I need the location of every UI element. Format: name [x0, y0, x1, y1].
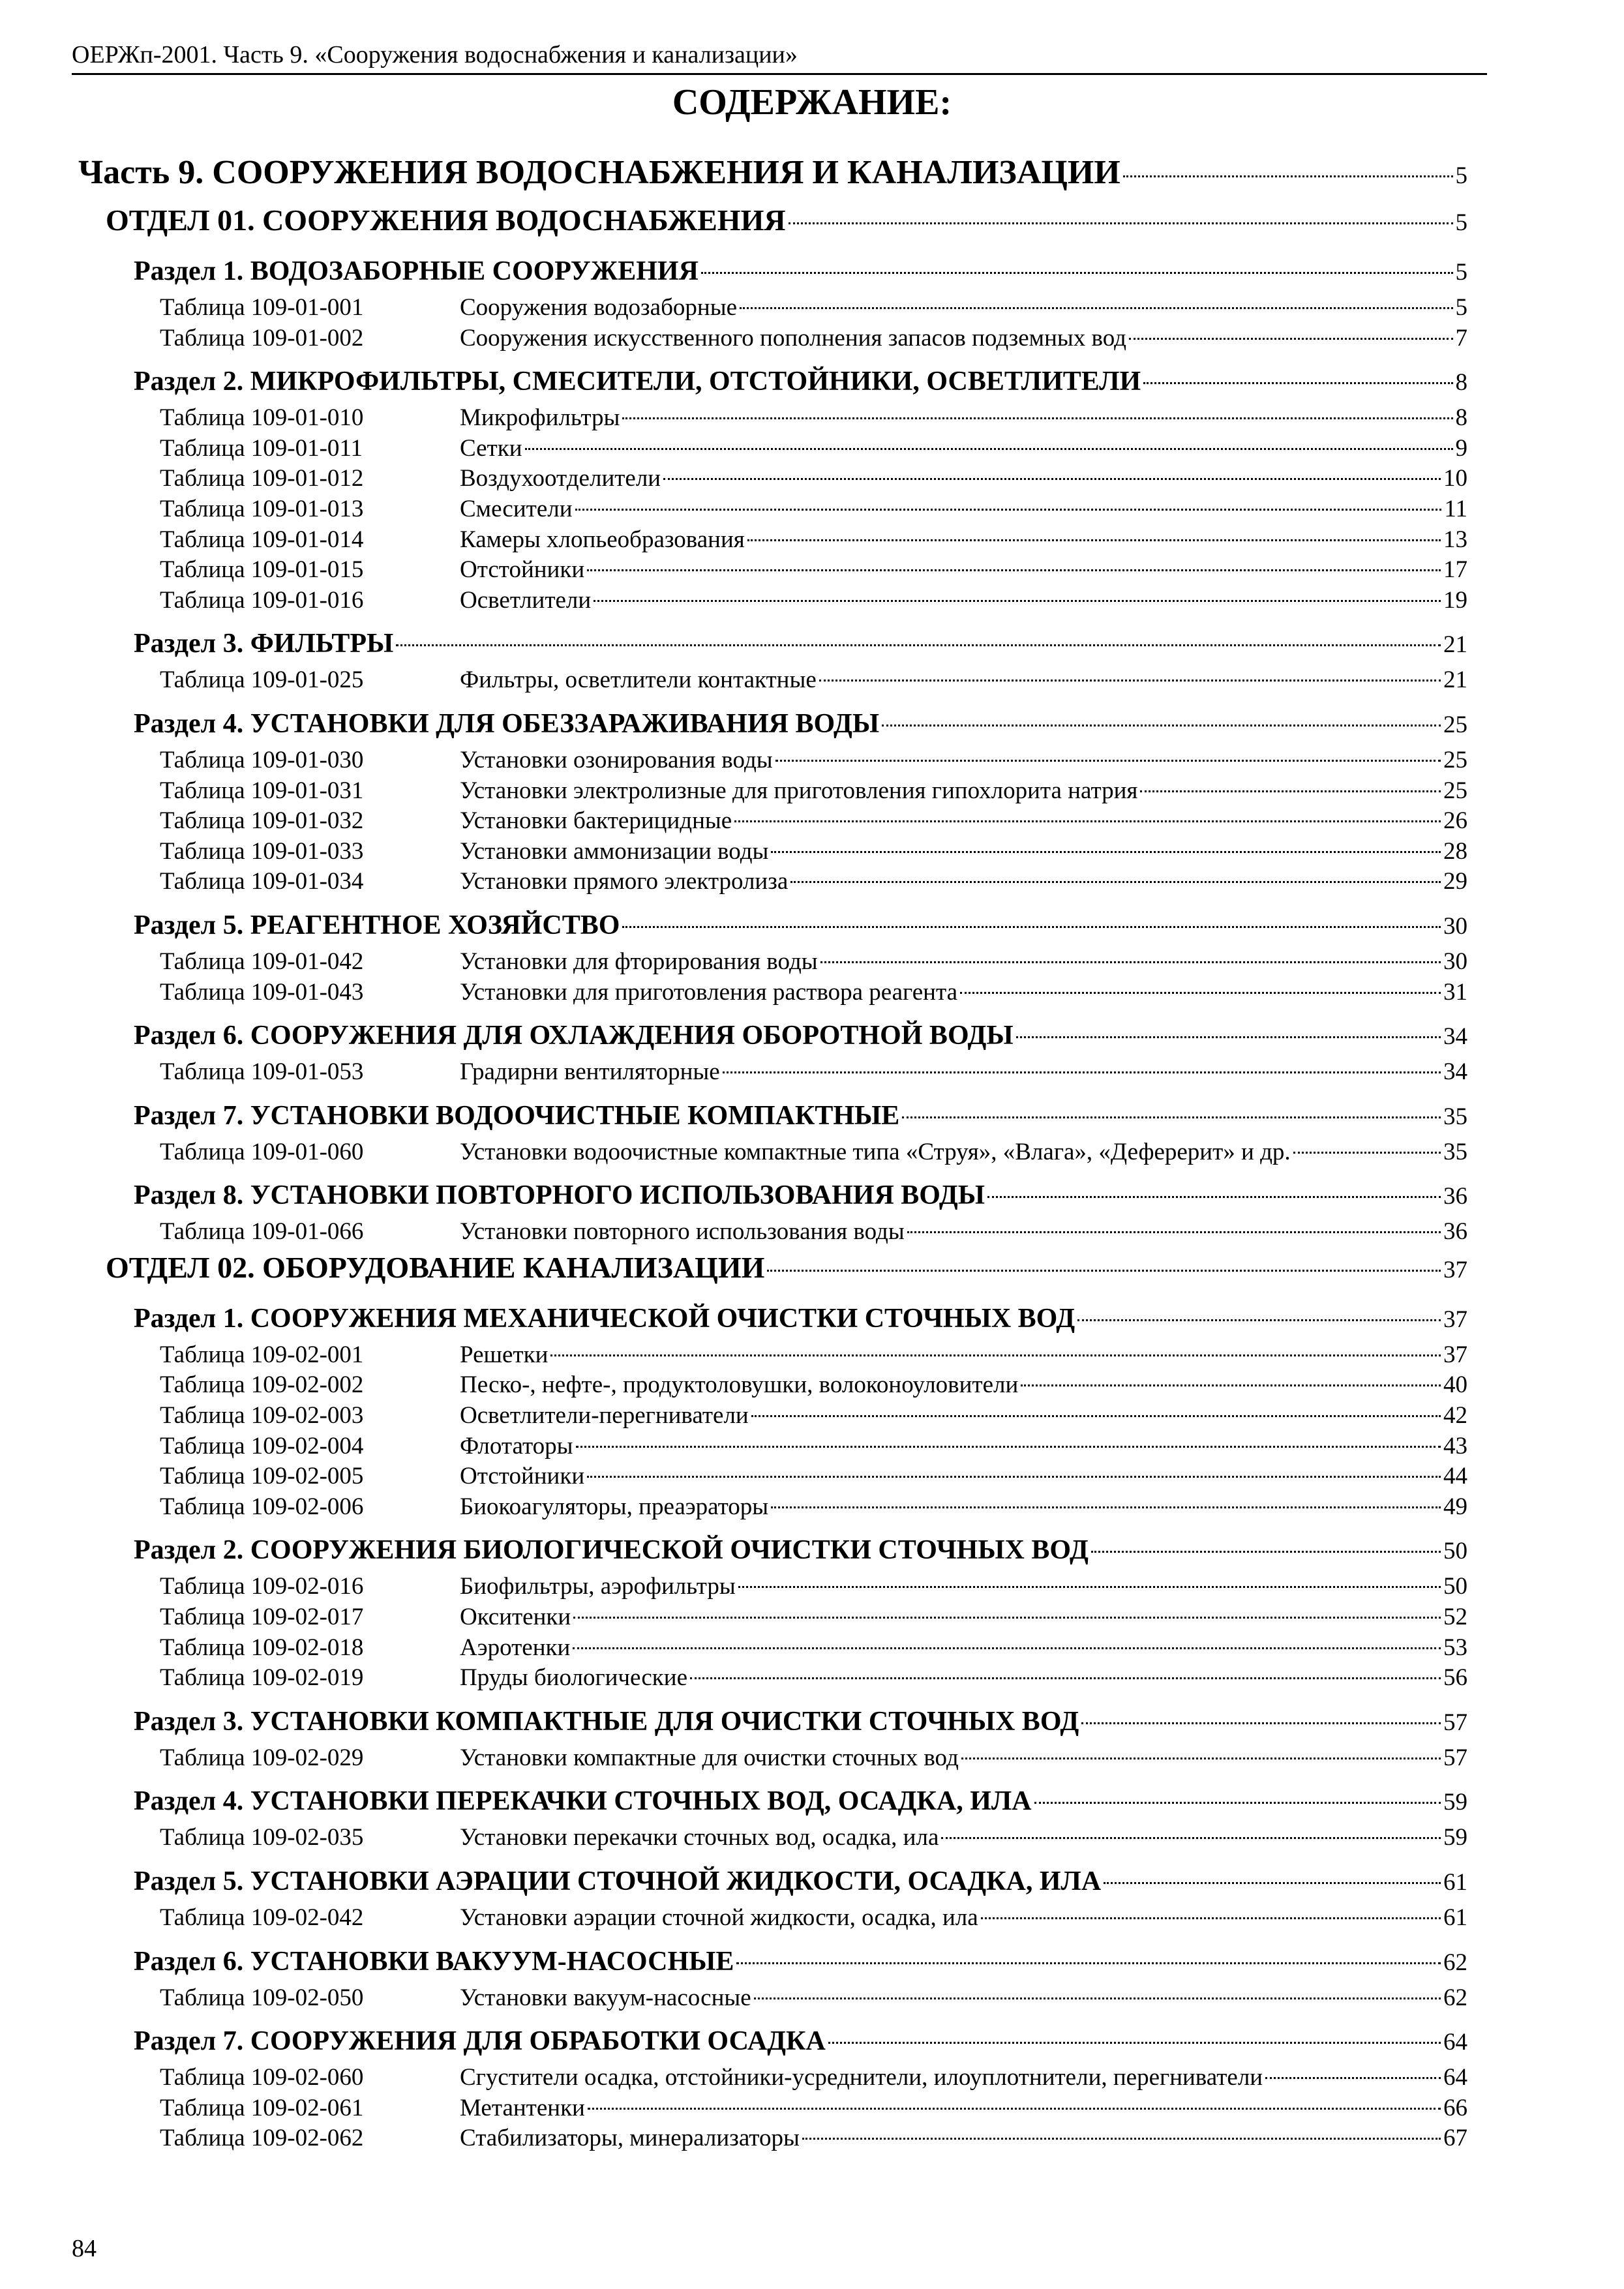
toc-table-number: Таблица 109-02-006	[160, 1492, 460, 1523]
toc-entry-title: Установки бактерицидные	[460, 806, 732, 837]
toc-entry-table[interactable]	[0, 1823, 1467, 1853]
dot-leader	[576, 1446, 1441, 1448]
toc-page-number: 40	[1443, 1370, 1467, 1401]
toc-page-number: 61	[1443, 1863, 1467, 1903]
toc-entry-razdel[interactable]	[0, 905, 1467, 947]
toc-entry-title: Раздел 1. СООРУЖЕНИЯ МЕХАНИЧЕСКОЙ ОЧИСТКИ СТОЧНЫХ ВОД	[134, 1298, 1075, 1339]
toc-entry-title: Раздел 1. ВОДОЗАБОРНЫЕ СООРУЖЕНИЯ	[134, 251, 699, 292]
toc-entry-table[interactable]	[0, 494, 1467, 525]
toc-entry-title: Установки озонирования воды	[460, 745, 773, 776]
dot-leader	[1077, 1319, 1441, 1321]
toc-entry-title: Сетки	[460, 434, 522, 464]
toc-entry-title: Раздел 6. УСТАНОВКИ ВАКУУМ-НАСОСНЫЕ	[134, 1941, 734, 1982]
toc-table-number: Таблица 109-01-016	[160, 586, 460, 616]
toc-table-number: Таблица 109-01-001	[160, 293, 460, 323]
page-number: 84	[72, 2235, 97, 2262]
toc-entry-table[interactable]	[0, 1370, 1467, 1401]
dot-leader	[882, 725, 1441, 726]
dot-leader	[1129, 338, 1453, 340]
toc-page-number: 44	[1443, 1461, 1467, 1492]
toc-page-number: 59	[1443, 1823, 1467, 1853]
toc-page-number: 37	[1443, 1340, 1467, 1371]
dot-leader	[594, 600, 1441, 602]
toc-page-number: 62	[1443, 1943, 1467, 1983]
toc-entry-table[interactable]	[0, 1602, 1467, 1633]
toc-entry-title: Раздел 2. СООРУЖЕНИЯ БИОЛОГИЧЕСКОЙ ОЧИСТКИ СТОЧНЫХ ВОД	[134, 1530, 1089, 1570]
dot-leader	[771, 851, 1441, 853]
toc-table-number: Таблица 109-02-062	[160, 2123, 460, 2154]
dot-leader	[902, 1116, 1441, 1118]
toc-entry-title: Метантенки	[460, 2093, 585, 2124]
toc-page-number: 5	[1456, 252, 1468, 293]
dot-leader	[587, 569, 1441, 571]
toc-entry-title: Установки компактные для очистки сточных вод	[460, 1743, 959, 1774]
section-gap	[0, 1167, 1624, 1175]
toc-entry-otdel[interactable]	[0, 200, 1467, 243]
toc-entry-table[interactable]	[0, 1340, 1467, 1371]
dot-leader	[747, 539, 1441, 541]
dot-leader	[622, 926, 1441, 928]
dot-leader	[1265, 2077, 1441, 2079]
toc-page-number: 30	[1443, 906, 1467, 947]
dot-leader	[981, 1917, 1441, 1919]
toc-table-number: Таблица 109-01-053	[160, 1057, 460, 1088]
dot-leader	[734, 820, 1441, 822]
toc-entry-title: Сооружения искусственного пополнения запасов подземных вод	[460, 323, 1126, 354]
toc-entry-title: Биокоагуляторы, преаэраторы	[460, 1492, 768, 1523]
dot-leader	[738, 1586, 1441, 1588]
dot-leader	[1123, 175, 1453, 177]
toc-entry-title: Установки электролизные для приготовления гипохлорита натрия	[460, 776, 1137, 807]
toc-entry-table[interactable]	[0, 665, 1467, 696]
toc-table-number: Таблица 109-01-060	[160, 1137, 460, 1168]
section-gap	[0, 1934, 1624, 1941]
toc-table-number: Таблица 109-02-060	[160, 2063, 460, 2093]
toc-entry-title: Установки перекачки сточных вод, осадка, ила	[460, 1823, 939, 1853]
toc-entry-razdel[interactable]	[0, 1530, 1467, 1572]
toc-entry-title: Установки повторного использования воды	[460, 1217, 905, 1248]
toc-table-number: Таблица 109-02-019	[160, 1663, 460, 1694]
section-gap	[0, 696, 1624, 704]
toc-entry-table[interactable]	[0, 1633, 1467, 1664]
toc-entry-title: ОТДЕЛ 01. СООРУЖЕНИЯ ВОДОСНАБЖЕНИЯ	[106, 200, 786, 241]
toc-page-number: 52	[1443, 1602, 1467, 1633]
section-gap	[0, 897, 1624, 905]
toc-entry-table[interactable]	[0, 1983, 1467, 2014]
dot-leader	[525, 448, 1453, 450]
dot-leader	[1143, 382, 1452, 384]
toc-entry-title: Раздел 7. УСТАНОВКИ ВОДООЧИСТНЫЕ КОМПАКТНЫЕ	[134, 1096, 899, 1136]
toc-entry-title: Смесители	[460, 494, 573, 525]
toc-entry-title: Раздел 7. СООРУЖЕНИЯ ДЛЯ ОБРАБОТКИ ОСАДКА	[134, 2021, 826, 2061]
toc-page-number: 30	[1443, 947, 1467, 978]
toc-entry-razdel[interactable]	[0, 1941, 1467, 1983]
running-header: ОЕРЖп-2001. Часть 9. «Сооружения водоснабжения и канализации»	[72, 38, 1487, 75]
toc-table-number: Таблица 109-01-066	[160, 1217, 460, 1248]
toc-page-number: 10	[1443, 464, 1467, 494]
toc-page-number: 50	[1443, 1572, 1467, 1602]
dot-leader	[736, 1962, 1441, 1964]
toc-table-number: Таблица 109-02-017	[160, 1602, 460, 1633]
toc-page-number: 34	[1443, 1017, 1467, 1057]
toc-page-number: 37	[1443, 1300, 1467, 1340]
toc-page-number: 36	[1443, 1217, 1467, 1248]
toc-table-number: Таблица 109-02-016	[160, 1572, 460, 1602]
dot-leader	[690, 1677, 1441, 1679]
toc-page-number: 35	[1443, 1097, 1467, 1137]
toc-entry-title: Раздел 2. МИКРОФИЛЬТРЫ, СМЕСИТЕЛИ, ОТСТОЙНИКИ, ОСВЕТЛИТЕЛИ	[134, 361, 1141, 402]
toc-page-number: 13	[1443, 525, 1467, 556]
dot-leader	[573, 1647, 1441, 1649]
toc-entry-table[interactable]	[0, 434, 1467, 464]
toc-table-number: Таблица 109-02-042	[160, 1903, 460, 1934]
toc-table-number: Таблица 109-02-029	[160, 1743, 460, 1774]
toc-entry-razdel[interactable]	[0, 623, 1467, 665]
dot-leader	[907, 1231, 1441, 1233]
toc-page-number: 57	[1443, 1703, 1467, 1743]
toc-entry-table[interactable]	[0, 293, 1467, 323]
toc-table-number: Таблица 109-01-002	[160, 323, 460, 354]
section-gap	[0, 243, 1624, 251]
toc-page-number: 8	[1456, 403, 1468, 434]
toc-table-number: Таблица 109-01-015	[160, 555, 460, 586]
toc-table-number: Таблица 109-02-004	[160, 1431, 460, 1462]
toc-entry-razdel[interactable]	[0, 1015, 1467, 1057]
page-title: СОДЕРЖАНИЕ:	[672, 82, 952, 123]
dot-leader	[1034, 1802, 1441, 1804]
toc-entry-table[interactable]	[0, 2123, 1467, 2154]
toc-page-number: 8	[1456, 363, 1468, 403]
toc-entry-razdel[interactable]	[0, 1175, 1467, 1217]
toc-entry-table[interactable]	[0, 525, 1467, 556]
dot-leader	[573, 1617, 1441, 1619]
toc-page-number: 67	[1443, 2123, 1467, 2154]
toc-entry-title: Осветлители-перегниватели	[460, 1401, 749, 1431]
dot-leader	[1293, 1152, 1441, 1154]
dot-leader	[961, 1758, 1441, 1759]
section-gap	[0, 353, 1624, 361]
toc-entry-title: Установки для приготовления раствора реагента	[460, 978, 957, 1008]
dot-leader	[550, 1354, 1441, 1356]
dot-leader	[828, 2042, 1441, 2044]
toc-entry-table[interactable]	[0, 776, 1467, 807]
dot-leader	[819, 680, 1441, 681]
toc-entry-title: Решетки	[460, 1340, 548, 1371]
toc-entry-razdel[interactable]	[0, 251, 1467, 293]
toc-entry-table[interactable]	[0, 745, 1467, 776]
toc-entry-table[interactable]	[0, 2093, 1467, 2124]
toc-page-number: 57	[1443, 1743, 1467, 1774]
toc-entry-table[interactable]	[0, 1572, 1467, 1602]
toc-entry-razdel[interactable]	[0, 1298, 1467, 1340]
toc-entry-razdel[interactable]	[0, 704, 1467, 745]
toc-page-number: 21	[1443, 665, 1467, 696]
dot-leader	[1021, 1384, 1441, 1386]
toc-entry-title: Сооружения водозаборные	[460, 293, 737, 323]
toc-page-number: 31	[1443, 978, 1467, 1008]
toc-table-number: Таблица 109-02-002	[160, 1370, 460, 1401]
section-gap	[0, 1291, 1624, 1298]
toc-entry-title: Раздел 3. ФИЛЬТРЫ	[134, 623, 393, 664]
dot-leader	[767, 1270, 1441, 1272]
toc-table-number: Таблица 109-01-012	[160, 464, 460, 494]
toc-entry-title: Фильтры, осветлители контактные	[460, 665, 817, 696]
dot-leader	[701, 272, 1453, 274]
toc-entry-razdel[interactable]	[0, 361, 1467, 403]
toc-table-number: Таблица 109-01-043	[160, 978, 460, 1008]
dot-leader	[775, 760, 1441, 762]
dot-leader	[396, 644, 1441, 646]
toc-entry-title: Стабилизаторы, минерализаторы	[460, 2123, 800, 2154]
toc-entry-table[interactable]	[0, 586, 1467, 616]
toc-entry-title: Раздел 6. СООРУЖЕНИЯ ДЛЯ ОХЛАЖДЕНИЯ ОБОРОТНОЙ ВОДЫ	[134, 1015, 1014, 1056]
dot-leader	[575, 509, 1442, 511]
toc-entry-title: Раздел 5. РЕАГЕНТНОЕ ХОЗЯЙСТВО	[134, 905, 620, 946]
dot-leader	[754, 1997, 1441, 1999]
toc-page-number: 62	[1443, 1983, 1467, 2014]
toc-entry-table[interactable]	[0, 1663, 1467, 1694]
toc-table-number: Таблица 109-01-032	[160, 806, 460, 837]
toc-entry-razdel[interactable]	[0, 1861, 1467, 1903]
toc-table-number: Таблица 109-01-034	[160, 867, 460, 897]
toc-table-number: Таблица 109-01-014	[160, 525, 460, 556]
toc-entry-title: Отстойники	[460, 1461, 584, 1492]
toc-entry-title: Аэротенки	[460, 1633, 570, 1664]
toc-entry-title: Установки аммонизации воды	[460, 837, 768, 867]
toc-table-number: Таблица 109-01-013	[160, 494, 460, 525]
dot-leader	[1104, 1882, 1441, 1884]
toc-entry-table[interactable]	[0, 1057, 1467, 1088]
toc-entry-title: Раздел 4. УСТАНОВКИ ДЛЯ ОБЕЗЗАРАЖИВАНИЯ ВОДЫ	[134, 704, 879, 744]
toc-entry-table[interactable]	[0, 323, 1467, 354]
toc-entry-title: Пруды биологические	[460, 1663, 687, 1694]
table-of-contents	[0, 151, 1624, 2154]
toc-entry-title: Флотаторы	[460, 1431, 573, 1462]
toc-page-number: 25	[1443, 705, 1467, 745]
dot-leader	[751, 1415, 1441, 1417]
toc-table-number: Таблица 109-01-025	[160, 665, 460, 696]
toc-table-number: Таблица 109-01-031	[160, 776, 460, 807]
dot-leader	[790, 881, 1441, 883]
toc-entry-razdel[interactable]	[0, 1096, 1467, 1137]
toc-entry-table[interactable]	[0, 403, 1467, 434]
dot-leader	[1140, 790, 1441, 792]
dot-leader	[622, 417, 1452, 419]
toc-page-number: 43	[1443, 1431, 1467, 1462]
toc-page-number: 35	[1443, 1137, 1467, 1168]
toc-entry-title: Раздел 3. УСТАНОВКИ КОМПАКТНЫЕ ДЛЯ ОЧИСТКИ СТОЧНЫХ ВОД	[134, 1701, 1079, 1742]
toc-page-number: 5	[1456, 293, 1468, 323]
toc-entry-razdel[interactable]	[0, 1701, 1467, 1743]
toc-page-number: 56	[1443, 1663, 1467, 1694]
toc-page-number: 53	[1443, 1633, 1467, 1664]
toc-page-number: 28	[1443, 837, 1467, 867]
toc-page-number: 5	[1456, 203, 1468, 243]
toc-table-number: Таблица 109-01-011	[160, 434, 460, 464]
toc-entry-title: Воздухоотделители	[460, 464, 661, 494]
toc-entry-table[interactable]	[0, 806, 1467, 837]
dot-leader	[723, 1071, 1441, 1073]
toc-page-number: 34	[1443, 1057, 1467, 1088]
toc-entry-title: Микрофильтры	[460, 403, 620, 434]
toc-table-number: Таблица 109-02-050	[160, 1983, 460, 2014]
dot-leader	[771, 1506, 1441, 1508]
toc-entry-title: Установки вакуум-насосные	[460, 1983, 751, 2014]
toc-entry-otdel[interactable]	[0, 1248, 1467, 1291]
section-gap	[0, 1522, 1624, 1530]
toc-entry-table[interactable]	[0, 1401, 1467, 1431]
toc-entry-title: Раздел 4. УСТАНОВКИ ПЕРЕКАЧКИ СТОЧНЫХ ВОД, ОСАДКА, ИЛА	[134, 1781, 1032, 1821]
toc-entry-table[interactable]	[0, 1137, 1467, 1168]
toc-entry-table[interactable]	[0, 1492, 1467, 1523]
toc-page-number: 64	[1443, 2063, 1467, 2093]
toc-page-number: 66	[1443, 2093, 1467, 2124]
toc-entry-table[interactable]	[0, 867, 1467, 897]
dot-leader	[820, 961, 1441, 963]
toc-page-number: 5	[1456, 155, 1468, 198]
toc-page-number: 36	[1443, 1176, 1467, 1217]
toc-page-number: 61	[1443, 1903, 1467, 1934]
toc-entry-title: Установки прямого электролиза	[460, 867, 788, 897]
toc-table-number: Таблица 109-01-030	[160, 745, 460, 776]
dot-leader	[663, 478, 1441, 480]
toc-entry-title: Раздел 5. УСТАНОВКИ АЭРАЦИИ СТОЧНОЙ ЖИДКОСТИ, ОСАДКА, ИЛА	[134, 1861, 1101, 1902]
toc-entry-table[interactable]	[0, 1903, 1467, 1934]
toc-entry-title: Установки для фторирования воды	[460, 947, 818, 978]
toc-entry-title: Часть 9. СООРУЖЕНИЯ ВОДОСНАБЖЕНИЯ И КАНАЛИЗАЦИИ	[78, 151, 1120, 194]
toc-page-number: 59	[1443, 1782, 1467, 1823]
toc-table-number: Таблица 109-02-061	[160, 2093, 460, 2124]
dot-leader	[588, 2108, 1441, 2110]
toc-page-number: 19	[1443, 586, 1467, 616]
toc-entry-table[interactable]	[0, 1217, 1467, 1248]
toc-entry-title: Осветлители	[460, 586, 591, 616]
toc-entry-razdel[interactable]	[0, 2021, 1467, 2063]
dot-leader	[941, 1837, 1441, 1839]
dot-leader	[960, 992, 1441, 994]
toc-page-number: 7	[1456, 323, 1468, 354]
toc-table-number: Таблица 109-02-003	[160, 1401, 460, 1431]
toc-entry-table[interactable]	[0, 555, 1467, 586]
toc-entry-title: Камеры хлопьеобразования	[460, 525, 745, 556]
toc-page-number: 11	[1444, 494, 1467, 525]
toc-entry-title: Сгустители осадка, отстойники-усреднители, илоуплотнители, перегниватели	[460, 2063, 1263, 2093]
toc-entry-title: Установки водоочистные компактные типа «Струя», «Влага», «Деферерит» и др.	[460, 1137, 1291, 1168]
toc-entry-table[interactable]	[0, 2063, 1467, 2093]
toc-page-number: 21	[1443, 625, 1467, 665]
section-gap	[0, 1773, 1624, 1781]
toc-entry-title: Биофильтры, аэрофильтры	[460, 1572, 736, 1602]
section-gap	[0, 1853, 1624, 1861]
toc-entry-table[interactable]	[0, 837, 1467, 867]
toc-table-number: Таблица 109-02-001	[160, 1340, 460, 1371]
toc-table-number: Таблица 109-01-010	[160, 403, 460, 434]
dot-leader	[1016, 1036, 1441, 1038]
toc-entry-part[interactable]	[0, 151, 1467, 198]
toc-page-number: 9	[1456, 434, 1468, 464]
toc-entry-table[interactable]	[0, 1461, 1467, 1492]
toc-entry-title: ОТДЕЛ 02. ОБОРУДОВАНИЕ КАНАЛИЗАЦИИ	[106, 1248, 764, 1288]
dot-leader	[1081, 1722, 1441, 1724]
toc-entry-razdel[interactable]	[0, 1781, 1467, 1823]
toc-entry-title: Отстойники	[460, 555, 584, 586]
toc-table-number: Таблица 109-02-018	[160, 1633, 460, 1664]
toc-table-number: Таблица 109-01-033	[160, 837, 460, 867]
dot-leader	[789, 222, 1453, 224]
toc-page-number: 17	[1443, 555, 1467, 586]
section-gap	[0, 1008, 1624, 1015]
toc-page-number: 50	[1443, 1531, 1467, 1572]
dot-leader	[802, 2138, 1441, 2140]
toc-table-number: Таблица 109-02-035	[160, 1823, 460, 1853]
toc-page-number: 26	[1443, 806, 1467, 837]
section-gap	[0, 616, 1624, 623]
toc-entry-table[interactable]	[0, 947, 1467, 978]
toc-page-number: 42	[1443, 1401, 1467, 1431]
toc-page-number: 49	[1443, 1492, 1467, 1523]
section-gap	[0, 2013, 1624, 2021]
dot-leader	[587, 1476, 1441, 1478]
section-gap	[0, 1694, 1624, 1701]
toc-entry-title: Окситенки	[460, 1602, 571, 1633]
dot-leader	[1091, 1551, 1441, 1553]
toc-table-number: Таблица 109-02-005	[160, 1461, 460, 1492]
toc-table-number: Таблица 109-01-042	[160, 947, 460, 978]
toc-page-number: 37	[1443, 1250, 1467, 1291]
toc-entry-title: Раздел 8. УСТАНОВКИ ПОВТОРНОГО ИСПОЛЬЗОВАНИЯ ВОДЫ	[134, 1175, 985, 1216]
dot-leader	[987, 1196, 1441, 1198]
dot-leader	[740, 307, 1453, 309]
toc-page-number: 25	[1443, 776, 1467, 807]
toc-entry-table[interactable]	[0, 978, 1467, 1008]
toc-entry-table[interactable]	[0, 464, 1467, 494]
toc-entry-title: Установки аэрации сточной жидкости, осадка, ила	[460, 1903, 978, 1934]
section-gap	[0, 1088, 1624, 1096]
toc-entry-title: Градирни вентиляторные	[460, 1057, 720, 1088]
toc-entry-table[interactable]	[0, 1431, 1467, 1462]
toc-page-number: 29	[1443, 867, 1467, 897]
toc-page-number: 64	[1443, 2022, 1467, 2063]
toc-page-number: 25	[1443, 745, 1467, 776]
toc-entry-title: Песко-, нефте-, продуктоловушки, волоконоуловители	[460, 1370, 1018, 1401]
toc-entry-table[interactable]	[0, 1743, 1467, 1774]
